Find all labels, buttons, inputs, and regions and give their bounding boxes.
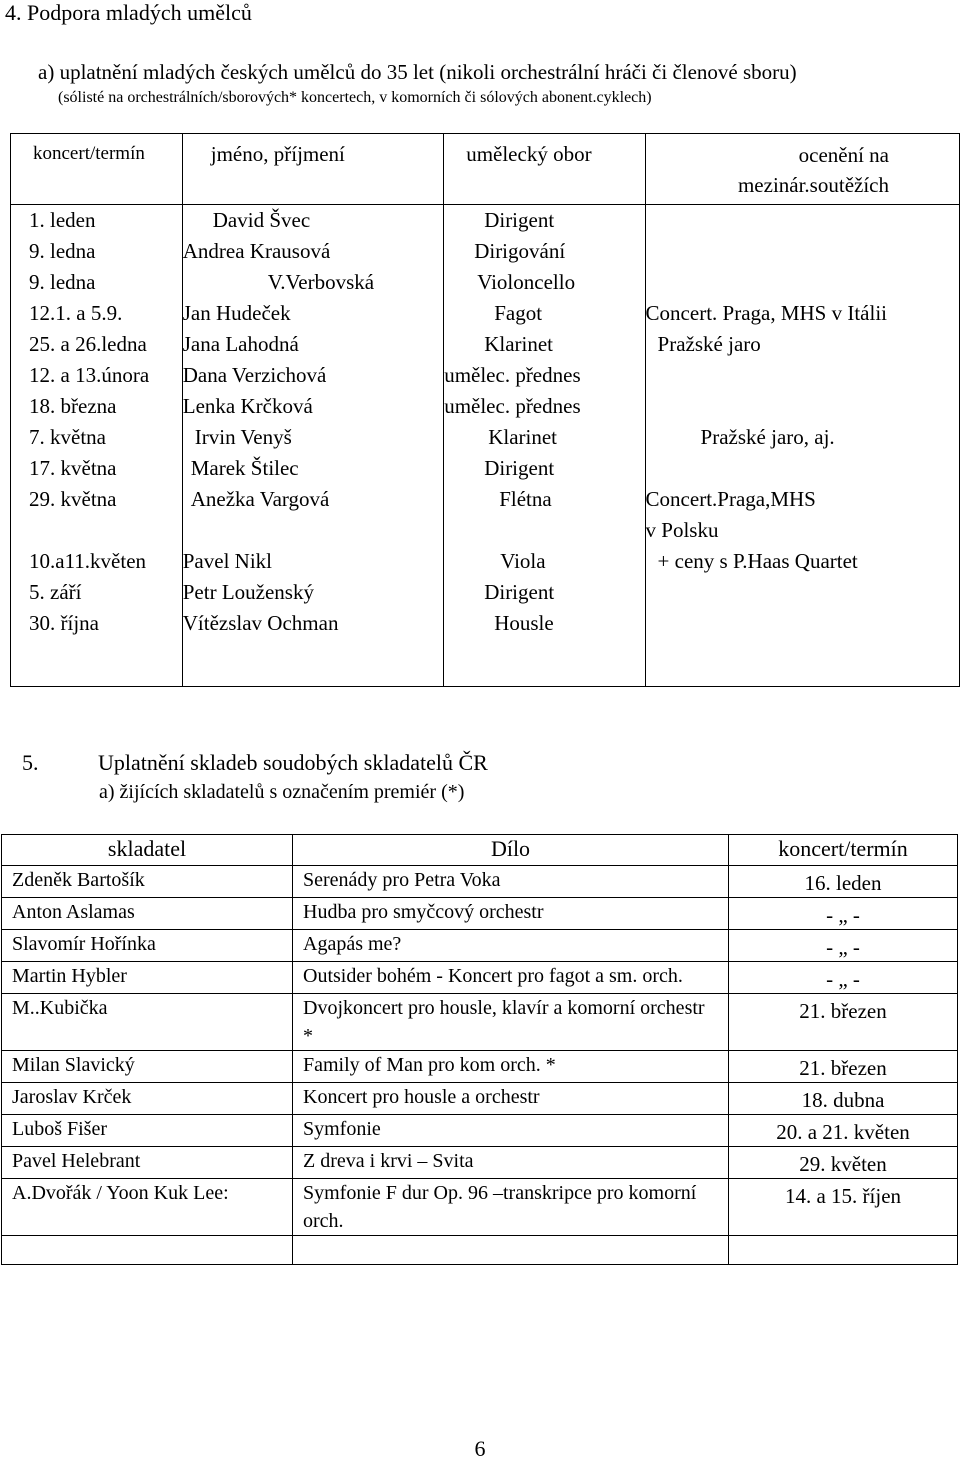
cell-date-text: 25. a 26.ledna [29, 332, 147, 356]
cell-date [11, 329, 183, 360]
cell-name [182, 546, 443, 577]
cell-composer: Slavomír Hořínka [2, 930, 293, 962]
cell-name-text: Marek Štilec [190, 456, 299, 480]
column-header-composer: skladatel [2, 835, 293, 866]
cell-composer: Pavel Helebrant [2, 1147, 293, 1179]
cell-field-text: Flétna [499, 487, 552, 511]
cell-name [182, 422, 443, 453]
cell-award [645, 329, 959, 360]
cell-name-text: Petr Louženský [182, 580, 314, 604]
cell-name [182, 329, 443, 360]
cell-date-text: 29. května [29, 487, 117, 511]
cell-award-text: Concert. Praga, MHS v Itálii [645, 301, 888, 325]
cell-date [11, 546, 183, 577]
table-row [11, 267, 960, 298]
cell-empty [293, 1236, 729, 1265]
cell-date [11, 236, 183, 267]
cell-award [645, 546, 959, 577]
table-row [2, 1179, 958, 1236]
section-4-subheading: a) uplatnění mladých českých umělců do 35 let (nikoli orchestrální hráči či členové sboru) [38, 60, 797, 84]
table-row [2, 962, 958, 994]
section-5-title: Uplatnění skladeb soudobých skladatelů ČR [98, 750, 488, 775]
cell-name [182, 484, 443, 546]
cell-name-text: Anežka Vargová [190, 487, 330, 511]
cell-name-text: V.Verbovská [267, 270, 375, 294]
cell-composer: A.Dvořák / Yoon Kuk Lee: [2, 1179, 293, 1236]
cell-date [11, 577, 183, 608]
table-row [2, 866, 958, 898]
cell-date: - „ - [729, 898, 958, 930]
cell-composer: Jaroslav Krček [2, 1083, 293, 1115]
cell-date-text: 1. leden [29, 208, 96, 232]
cell-field-text: Violoncello [477, 270, 576, 294]
table-row [11, 546, 960, 577]
cell-date [11, 453, 183, 484]
section-5-number: 5. [22, 750, 39, 775]
cell-date [11, 391, 183, 422]
cell-field [444, 484, 645, 546]
cell-date [11, 484, 183, 546]
cell-date: 18. dubna [729, 1083, 958, 1115]
cell-award [645, 236, 959, 267]
cell-name-text: Andrea Krausová [182, 239, 331, 263]
cell-field [444, 298, 645, 329]
cell-composer: Anton Aslamas [2, 898, 293, 930]
cell-award [645, 453, 959, 484]
cell-date: 20. a 21. květen [729, 1115, 958, 1147]
column-header-date: koncert/termín [729, 835, 958, 866]
table-header-row [11, 134, 960, 205]
cell-field-text: Housle [494, 611, 554, 635]
column-header-award: ocenění na mezinár.soutěžích [645, 134, 959, 205]
cell-date: 21. březen [729, 1051, 958, 1083]
cell-name-text: Jan Hudeček [182, 301, 291, 325]
page-number: 6 [474, 1436, 486, 1461]
section-4-heading: 4. Podpora mladých umělců [5, 0, 252, 25]
column-header-name: jméno, příjmení [182, 134, 443, 205]
cell-date [11, 267, 183, 298]
table-row [11, 577, 960, 608]
cell-work: Symfonie F dur Op. 96 –transkripce pro komorní orch. [293, 1179, 729, 1236]
cell-empty [729, 1236, 958, 1265]
cell-name [182, 360, 443, 391]
cell-date [11, 360, 183, 391]
cell-award [645, 422, 959, 453]
table-row [11, 391, 960, 422]
cell-name [182, 298, 443, 329]
cell-award [645, 608, 959, 687]
table-row [2, 994, 958, 1051]
cell-name-text: Dana Verzichová [182, 363, 327, 387]
cell-name [182, 391, 443, 422]
cell-date: - „ - [729, 930, 958, 962]
table-row [11, 298, 960, 329]
table-header-row [2, 835, 958, 866]
cell-work: Dvojkoncert pro housle, klavír a komorní orchestr * [293, 994, 729, 1051]
cell-field-text: umělec. přednes [444, 363, 581, 387]
cell-name-text: Jana Lahodná [182, 332, 299, 356]
cell-date: 29. květen [729, 1147, 958, 1179]
cell-award-text-line2: v Polsku [645, 518, 719, 542]
cell-field [444, 422, 645, 453]
cell-field-text: Viola [500, 549, 546, 573]
column-header-date: koncert/termín [11, 134, 183, 205]
table-row [11, 453, 960, 484]
cell-field [444, 453, 645, 484]
cell-work: Outsider bohém - Koncert pro fagot a sm. orch. [293, 962, 729, 994]
table-row [11, 360, 960, 391]
cell-date [11, 205, 183, 237]
cell-award-text: + ceny s P.Haas Quartet [657, 549, 858, 573]
cell-award-text: Pražské jaro [657, 332, 761, 356]
cell-name [182, 205, 443, 237]
cell-date: - „ - [729, 962, 958, 994]
cell-name-text: Pavel Nikl [182, 549, 272, 573]
cell-name-text: Lenka Krčková [182, 394, 313, 418]
table-row [2, 1083, 958, 1115]
cell-award-text: Concert.Praga,MHS [645, 487, 816, 511]
cell-date-text: 10.a11.květen [29, 549, 147, 573]
cell-date-text: 9. ledna [29, 270, 96, 294]
cell-composer: Milan Slavický [2, 1051, 293, 1083]
cell-date-text: 5. září [29, 580, 82, 604]
cell-work: Family of Man pro kom orch. * [293, 1051, 729, 1083]
cell-date-text: 12. a 13.února [29, 363, 150, 387]
cell-date-text: 12.1. a 5.9. [29, 301, 123, 325]
cell-name [182, 453, 443, 484]
cell-date [11, 422, 183, 453]
table-row [2, 930, 958, 962]
cell-date [11, 298, 183, 329]
cell-composer: Zdeněk Bartošík [2, 866, 293, 898]
cell-field [444, 546, 645, 577]
cell-field-text: Dirigování [474, 239, 566, 263]
table-row [11, 484, 960, 546]
table-row [11, 608, 960, 687]
cell-field [444, 205, 645, 237]
cell-name-text: David Švec [212, 208, 311, 232]
cell-field-text: Dirigent [484, 456, 555, 480]
cell-date-text: 9. ledna [29, 239, 96, 263]
cell-award [645, 205, 959, 237]
cell-work: Agapás me? [293, 930, 729, 962]
cell-name-text: Irvin Venyš [194, 425, 292, 449]
cell-field [444, 360, 645, 391]
cell-date-text: 7. května [29, 425, 106, 449]
cell-date-text: 17. května [29, 456, 117, 480]
cell-composer: Luboš Fišer [2, 1115, 293, 1147]
table-row [2, 1147, 958, 1179]
cell-date-text: 30. října [29, 611, 99, 635]
cell-work: Symfonie [293, 1115, 729, 1147]
cell-award [645, 360, 959, 391]
table-row-empty [2, 1236, 958, 1265]
cell-date [11, 608, 183, 687]
cell-work: Koncert pro housle a orchestr [293, 1083, 729, 1115]
cell-field [444, 577, 645, 608]
column-header-work: Dílo [293, 835, 729, 866]
table-row [2, 1051, 958, 1083]
cell-field-text: Dirigent [484, 208, 555, 232]
cell-work: Z dreva i krvi – Svita [293, 1147, 729, 1179]
table-row [11, 422, 960, 453]
cell-field [444, 391, 645, 422]
cell-field [444, 329, 645, 360]
cell-composer: M..Kubička [2, 994, 293, 1051]
column-header-field: umělecký obor [444, 134, 645, 205]
cell-empty [2, 1236, 293, 1265]
cell-award [645, 484, 959, 546]
cell-award [645, 577, 959, 608]
cell-name [182, 608, 443, 687]
cell-award [645, 391, 959, 422]
section-5-heading [22, 750, 488, 776]
cell-award [645, 298, 959, 329]
cell-field [444, 236, 645, 267]
cell-field-text: Klarinet [488, 425, 557, 449]
composers-table [1, 834, 958, 1265]
table-row [2, 1115, 958, 1147]
table-row [11, 205, 960, 237]
cell-work: Serenády pro Petra Voka [293, 866, 729, 898]
young-artists-table [10, 133, 960, 687]
table-row [2, 898, 958, 930]
cell-field-text: umělec. přednes [444, 394, 581, 418]
cell-field [444, 267, 645, 298]
cell-date-text: 18. března [29, 394, 117, 418]
cell-composer: Martin Hybler [2, 962, 293, 994]
cell-name [182, 577, 443, 608]
cell-date: 16. leden [729, 866, 958, 898]
section-4-note: (sólisté na orchestrálních/sborových* koncertech, v komorních či sólových abonent.cyklech) [58, 89, 652, 106]
table-row [11, 329, 960, 360]
table-row [11, 236, 960, 267]
cell-field-text: Dirigent [484, 580, 555, 604]
cell-name [182, 236, 443, 267]
cell-name [182, 267, 443, 298]
cell-work: Hudba pro smyčcový orchestr [293, 898, 729, 930]
cell-field-text: Fagot [494, 301, 543, 325]
section-5-subheading: a) žijících skladatelů s označením premiér (*) [99, 781, 465, 803]
cell-field-text: Klarinet [484, 332, 553, 356]
cell-date: 14. a 15. říjen [729, 1179, 958, 1236]
cell-date: 21. březen [729, 994, 958, 1051]
cell-award [645, 267, 959, 298]
cell-field [444, 608, 645, 687]
cell-name-text: Vítězslav Ochman [182, 611, 339, 635]
cell-award-text: Pražské jaro, aj. [700, 425, 835, 449]
